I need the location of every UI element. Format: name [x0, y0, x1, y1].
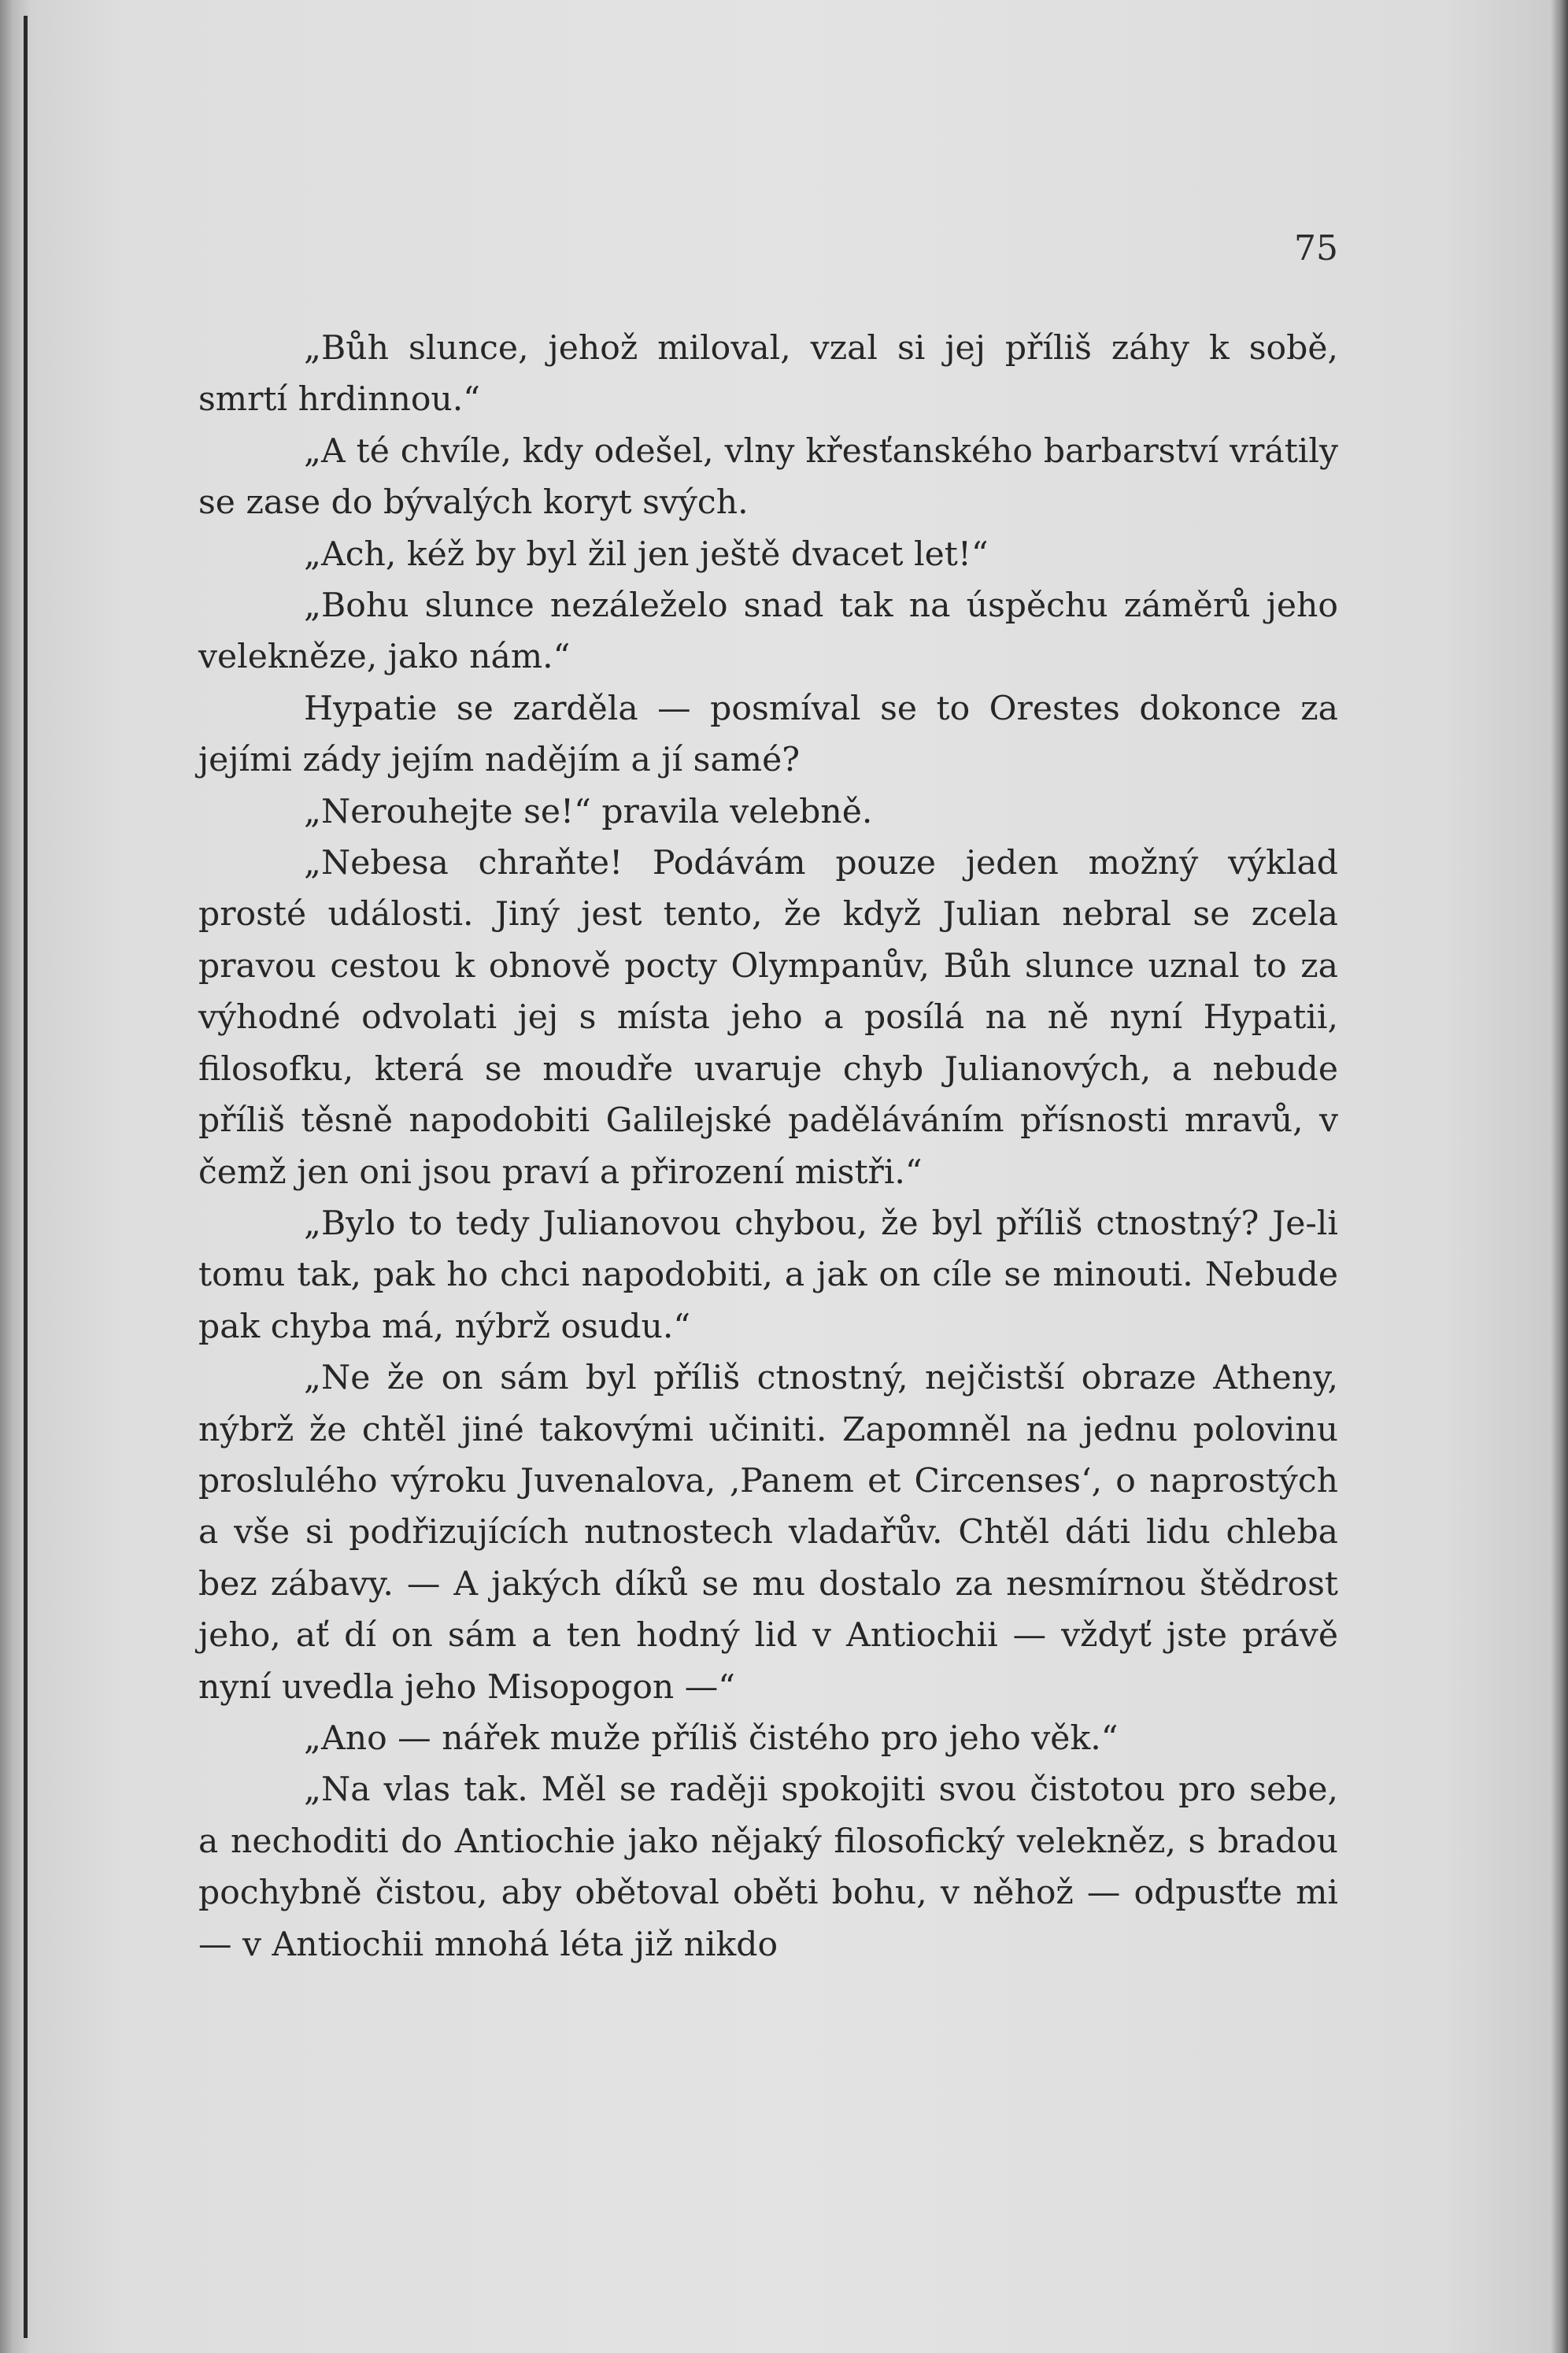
- paragraph: „Ach, kéž by byl žil jen ještě dvacet let!“: [304, 535, 989, 574]
- paragraph: „Nebesa chraňte! Podávám pouze jeden možný výklad prosté události. Jiný jest tento, že když Julian nebral se zcela pravou cestou k obnově pocty Olympanův, Bůh slunce uznal to za výhodné odvolati jej s místa jeho a posílá na ně nyní Hypatii, filosofku, která se moudře uvaruje chyb Julianových, a nebude příliš těsně napodobiti Galilejské paděláváním přísnosti mravů, v čemž jen oni jsou praví a přirození mistři.“: [198, 844, 1338, 1192]
- paragraph: „Ne že on sám byl příliš ctnostný, nejčistší obraze Atheny, nýbrž že chtěl jiné takovými učiniti. Zapomněl na jednu polovinu proslulého výroku Juvenalova, ‚Panem et Circenses‘, o naprostých a vše si podřizujících nutnostech vladařův. Chtěl dáti lidu chleba bez zábavy. — A jakých díků se mu dostalo za nesmírnou štědrost jeho, ať dí on sám a ten hodný lid v Antiochii — vždyť jste právě nyní uvedla jeho Misopogon —“: [198, 1359, 1338, 1707]
- binding-edge: [24, 16, 28, 2338]
- page-edge: [1551, 0, 1568, 2353]
- paragraph: „A té chvíle, kdy odešel, vlny křesťanského barbarství vrátily se zase do bývalých koryt svých.: [198, 431, 1338, 523]
- page-number: 75: [1294, 228, 1338, 268]
- body-text: [198, 323, 1338, 1970]
- paragraph: „Ano — nářek muže příliš čistého pro jeho věk.“: [304, 1719, 1119, 1758]
- paragraph: „Bylo to tedy Julianovou chybou, že byl příliš ctnostný? Je-li tomu tak, pak ho chci napodobiti, a jak on cíle se minouti. Nebude pak chyba má, nýbrž osudu.“: [198, 1204, 1338, 1346]
- paragraph: „Bohu slunce nezáleželo snad tak na úspěchu záměrů jeho velekněze, jako nám.“: [198, 586, 1338, 677]
- paragraph: Hypatie se zarděla — posmíval se to Orestes dokonce za jejími zády jejím nadějím a jí samé?: [198, 689, 1338, 780]
- paragraph: „Nerouhejte se!“ pravila velebně.: [304, 792, 873, 831]
- paragraph: „Bůh slunce, jehož miloval, vzal si jej příliš záhy k sobě, smrtí hrdinnou.“: [198, 329, 1338, 420]
- paragraph: „Na vlas tak. Měl se raději spokojiti svou čistotou pro sebe, a nechoditi do Antiochie jako nějaký filosofický velekněz, s bradou pochybně čistou, aby obětoval oběti bohu, v něhož — odpusťte mi — v Antiochii mnohá léta již nikdo: [198, 1770, 1338, 1964]
